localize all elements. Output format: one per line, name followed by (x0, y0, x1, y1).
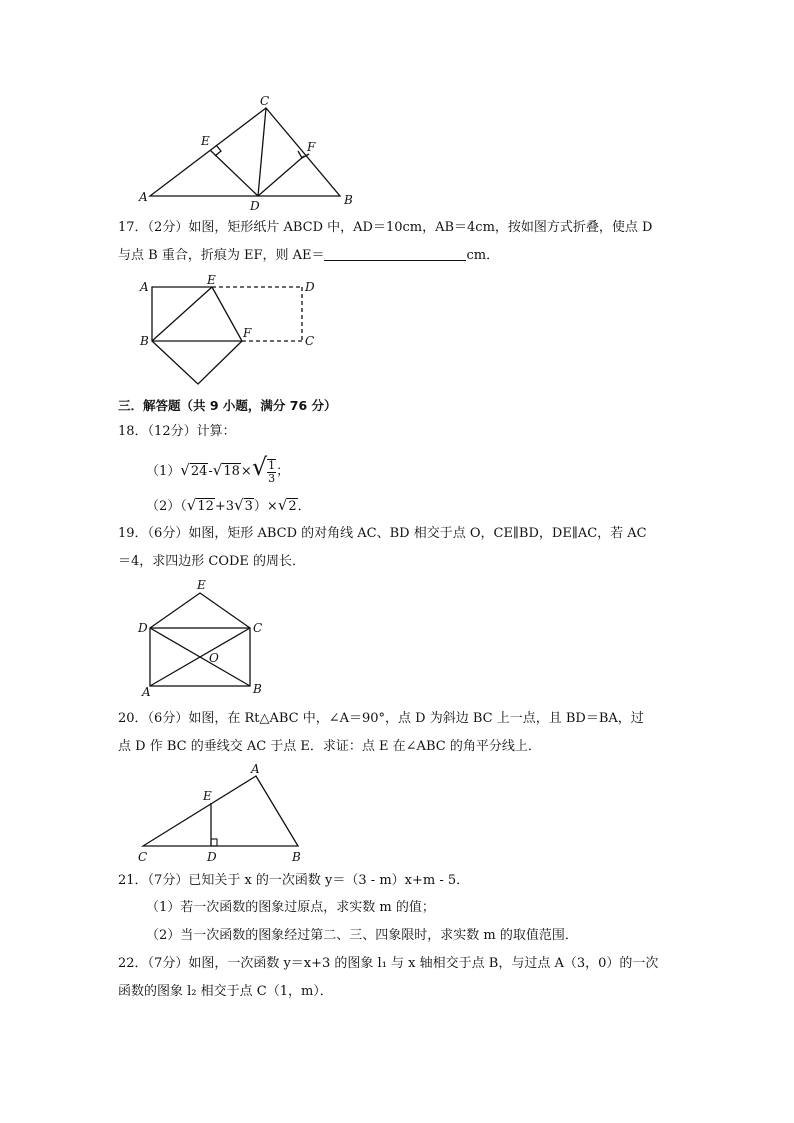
label-c: C (253, 621, 263, 635)
label-a: A (140, 280, 149, 294)
label-c: C (305, 334, 315, 348)
q20-line-1: 20．（6分）如图，在 Rt△ABC 中，∠A＝90°，点 D 为斜边 BC 上一点，且 BD＝BA，过 (118, 711, 644, 726)
minus-sign: - (208, 464, 213, 479)
q19-line-2: ＝4，求四边形 CODE 的周长． (118, 554, 306, 569)
right-angle-d (211, 839, 217, 846)
sqrt-fraction: √ $\frac{1}{3}$ (251, 453, 276, 485)
label-b: B (253, 682, 262, 696)
q17-text: 与点 B 重合，折痕为 EF，则 AE＝ (118, 248, 325, 263)
plus-three: +3 (214, 499, 235, 514)
q18-p2-prefix: （2）（ (146, 499, 187, 514)
q18-p2-end: ． (297, 499, 311, 514)
label-d: D (250, 199, 260, 213)
label-c: C (260, 94, 270, 108)
label-b: B (140, 334, 149, 348)
q17-line-1: 17．（2分）如图，矩形纸片 ABCD 中，AD＝10cm，AB＝4cm，按如图方式折叠，使点 D (118, 220, 653, 235)
label-o: O (209, 651, 219, 665)
sqrt-3: √3 (234, 496, 253, 514)
label-a: A (142, 685, 151, 699)
sqrt-18: √18 (212, 461, 240, 479)
q17-unit: cm． (466, 248, 500, 263)
q18-p1-prefix: （1） (146, 464, 181, 479)
q18-p1-end: ； (276, 464, 290, 479)
label-a: A (251, 762, 260, 776)
label-d: D (305, 280, 315, 294)
label-e: E (197, 578, 206, 592)
label-f: F (307, 140, 316, 154)
q22-line-1: 22．（7分）如图，一次函数 y＝x+3 的图象 l₁ 与 x 轴相交于点 B，与过点 A（3，0）的一次 (118, 956, 659, 971)
q22-line-2: 函数的图象 l₂ 相交于点 C（1，m）． (118, 984, 333, 999)
label-e: E (201, 134, 210, 148)
label-e: E (207, 273, 216, 287)
sqrt-24: √24 (180, 461, 208, 479)
section-title: 三．解答题（共 9 小题，满分 76 分） (118, 398, 337, 413)
sqrt-12: √12 (186, 496, 214, 514)
q20-line-2: 点 D 作 BC 的垂线交 AC 于点 E．求证：点 E 在∠ABC 的角平分线上． (118, 739, 541, 754)
label-a: A (139, 190, 148, 204)
label-b: B (344, 193, 353, 207)
q21-line-1: 21．（7分）已知关于 x 的一次函数 y＝（3 - m）x+m - 5． (118, 873, 470, 888)
label-f: F (243, 326, 252, 340)
label-b: B (292, 850, 301, 864)
triangle-abc (143, 776, 298, 846)
sqrt-2: √2 (277, 496, 297, 514)
label-c: C (138, 850, 148, 864)
times-sign: ）× (253, 499, 278, 514)
q19-line-1: 19．（6分）如图，矩形 ABCD 的对角线 AC、BD 相交于点 O，CE∥BD，DE∥AC，若 AC (118, 526, 647, 541)
q18-stem: 18．（12分）计算： (118, 424, 236, 439)
times-sign: × (240, 464, 252, 479)
label-e: E (203, 789, 212, 803)
label-d: D (207, 850, 217, 864)
label-d: D (138, 621, 148, 635)
q21-part-2: （2）当一次函数的图象经过第二、三、四象限时，求实数 m 的取值范围． (146, 928, 578, 943)
q21-part-1: （1）若一次函数的图象过原点，求实数 m 的值； (146, 900, 435, 915)
